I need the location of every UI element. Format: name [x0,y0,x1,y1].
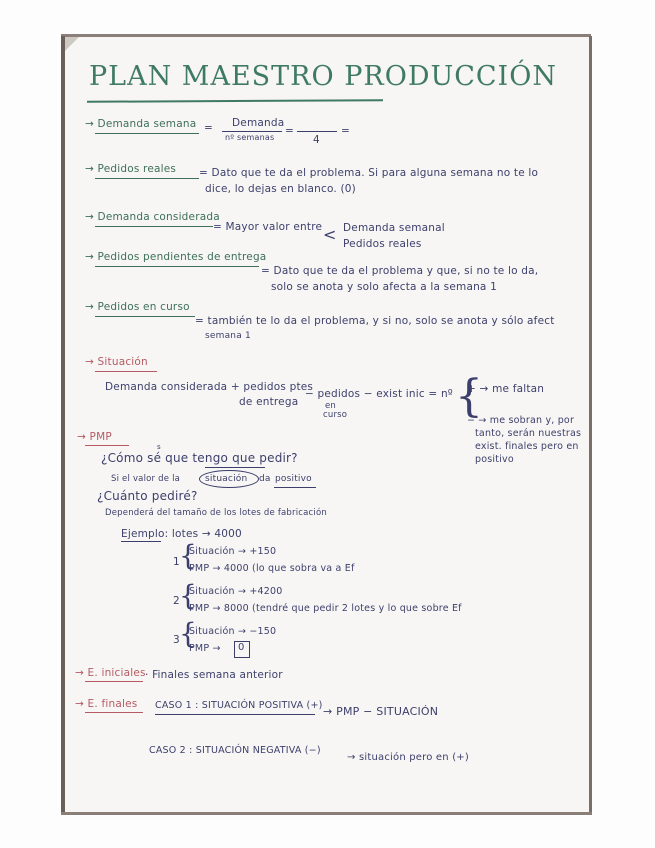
fraction-denominator-2: 4 [313,134,320,146]
pmp-question-2: ¿Cuánto pediré? [97,489,198,503]
pedidos-reales-text-2: dice, lo dejas en blanco. (0) [205,183,356,195]
fraction-bar-2 [297,131,337,132]
pmp-question-1: ¿Cómo sé que tengo que pedir? [101,451,298,465]
equals-sign: = [204,122,213,134]
ejemplo-label: Ejemplo [121,528,165,540]
example-3-pmp: PMP → [189,643,221,654]
fraction-bar [222,131,282,132]
title-underline [87,99,383,102]
pedidos-reales-label: → Pedidos reales [85,163,177,175]
pmp-hint-mid: da [259,474,271,484]
pedidos-pendientes-label: → Pedidos pendientes de entrega [85,251,267,263]
minus-case-3: exist. finales pero en [475,441,579,452]
fraction-denominator: nº semanas [225,133,275,142]
situacion-formula-part-a: Demanda considerada + pedidos ptes [105,381,314,393]
equals-sign-3: = [341,125,350,137]
notes-sheet [65,37,589,812]
caso-2-label: CASO 2 : SITUACIÓN NEGATIVA (−) [149,745,321,756]
zero-box-value: 0 [238,642,245,653]
pedidos-curso-text-1: = también te lo da el problema, y si no, solo se anota y sólo afect [195,315,555,327]
situacion-formula-en: en [325,401,337,411]
positivo-underline [274,487,316,488]
example-2-pmp: PMP → 8000 (tendré que pedir 2 lotes y lo que sobre Ef [189,603,462,614]
demanda-considerada-underline [95,226,213,227]
situacion-label: → Situación [85,356,148,368]
cases-brace: { [455,371,483,422]
situacion-underline [95,371,157,372]
e-finales-underline [85,712,143,713]
ejemplo-lotes: : lotes → 4000 [164,528,242,540]
option-pedidos-reales: Pedidos reales [343,238,422,250]
pmp-label: → PMP [77,431,112,443]
e-iniciales-text: · Finales semana anterior [145,669,283,681]
example-1-number: 1 [173,556,180,568]
caso-1-underline [155,714,315,715]
pmp-hint-oval-text: situación [205,474,248,484]
situacion-formula-part-a2: de entrega [239,396,299,408]
folded-corner [65,37,79,51]
e-iniciales-label: → E. iniciales [75,667,146,679]
demanda-semana-underline [95,133,199,134]
pedidos-reales-underline [95,178,199,179]
example-3-number: 3 [173,634,180,646]
pedidos-reales-text-1: = Dato que te da el problema. Si para alguna semana no te lo [199,167,539,179]
pmp-hint-pre: Si el valor de la [111,474,181,484]
pedidos-curso-label: → Pedidos en curso [85,301,190,313]
pmp-hint-positivo: positivo [275,474,312,484]
pedidos-pendientes-text-2: solo se anota y solo afecta a la semana 1 [271,281,497,293]
example-2-brace: { [179,579,197,612]
demanda-considerada-label: → Demanda considerada [85,211,220,223]
minus-case-1: − → me sobran y, por [467,415,575,426]
q1-underline [205,467,265,468]
e-finales-label: → E. finales [75,698,138,710]
situacion-formula-curso: curso [323,410,348,420]
example-2-situacion: Situación → +4200 [189,586,283,597]
demanda-considerada-text: = Mayor valor entre [213,221,323,233]
caso-2-result: → situación pero en (+) [347,752,469,763]
caso-1-result: → PMP − SITUACIÓN [323,705,439,718]
example-3-brace: { [179,617,197,650]
pedidos-curso-text-2: semana 1 [205,331,251,341]
ejemplo-underline [121,541,161,542]
demanda-semana-label: → Demanda semana [85,118,197,130]
option-demanda-semanal: Demanda semanal [343,222,445,234]
paper-edge-right [589,36,592,814]
example-1-situacion: Situación → +150 [189,546,277,557]
pmp-lot-size-note: Dependerá del tamaño de los lotes de fabricación [105,508,327,518]
situacion-formula-part-b: − pedidos − exist inic = nº [305,388,453,400]
example-2-number: 2 [173,595,180,607]
caso-1-label: CASO 1 : SITUACIÓN POSITIVA (+) [155,700,323,711]
minus-case-4: positivo [475,454,514,465]
pedidos-pendientes-underline [95,266,259,267]
paper-edge-bottom [61,812,592,815]
example-1-brace: { [179,539,197,572]
pedidos-curso-underline [95,316,195,317]
plus-case: + → me faltan [467,383,545,395]
less-than-brace: < [323,225,337,244]
page-title: PLAN MAESTRO PRODUCCIÓN [89,61,557,92]
pmp-question-1-correction: s [157,443,161,451]
example-3-situacion: Situación → −150 [189,626,277,637]
pmp-underline [85,445,129,446]
equals-sign-2: = [285,125,294,137]
example-1-pmp: PMP → 4000 (lo que sobra va a Ef [189,563,355,574]
minus-case-2: tanto, serán nuestras [475,428,582,439]
e-iniciales-underline [85,681,143,682]
fraction-numerator: Demanda [232,117,285,129]
pedidos-pendientes-text-1: = Dato que te da el problema y que, si no te lo da, [261,265,539,277]
